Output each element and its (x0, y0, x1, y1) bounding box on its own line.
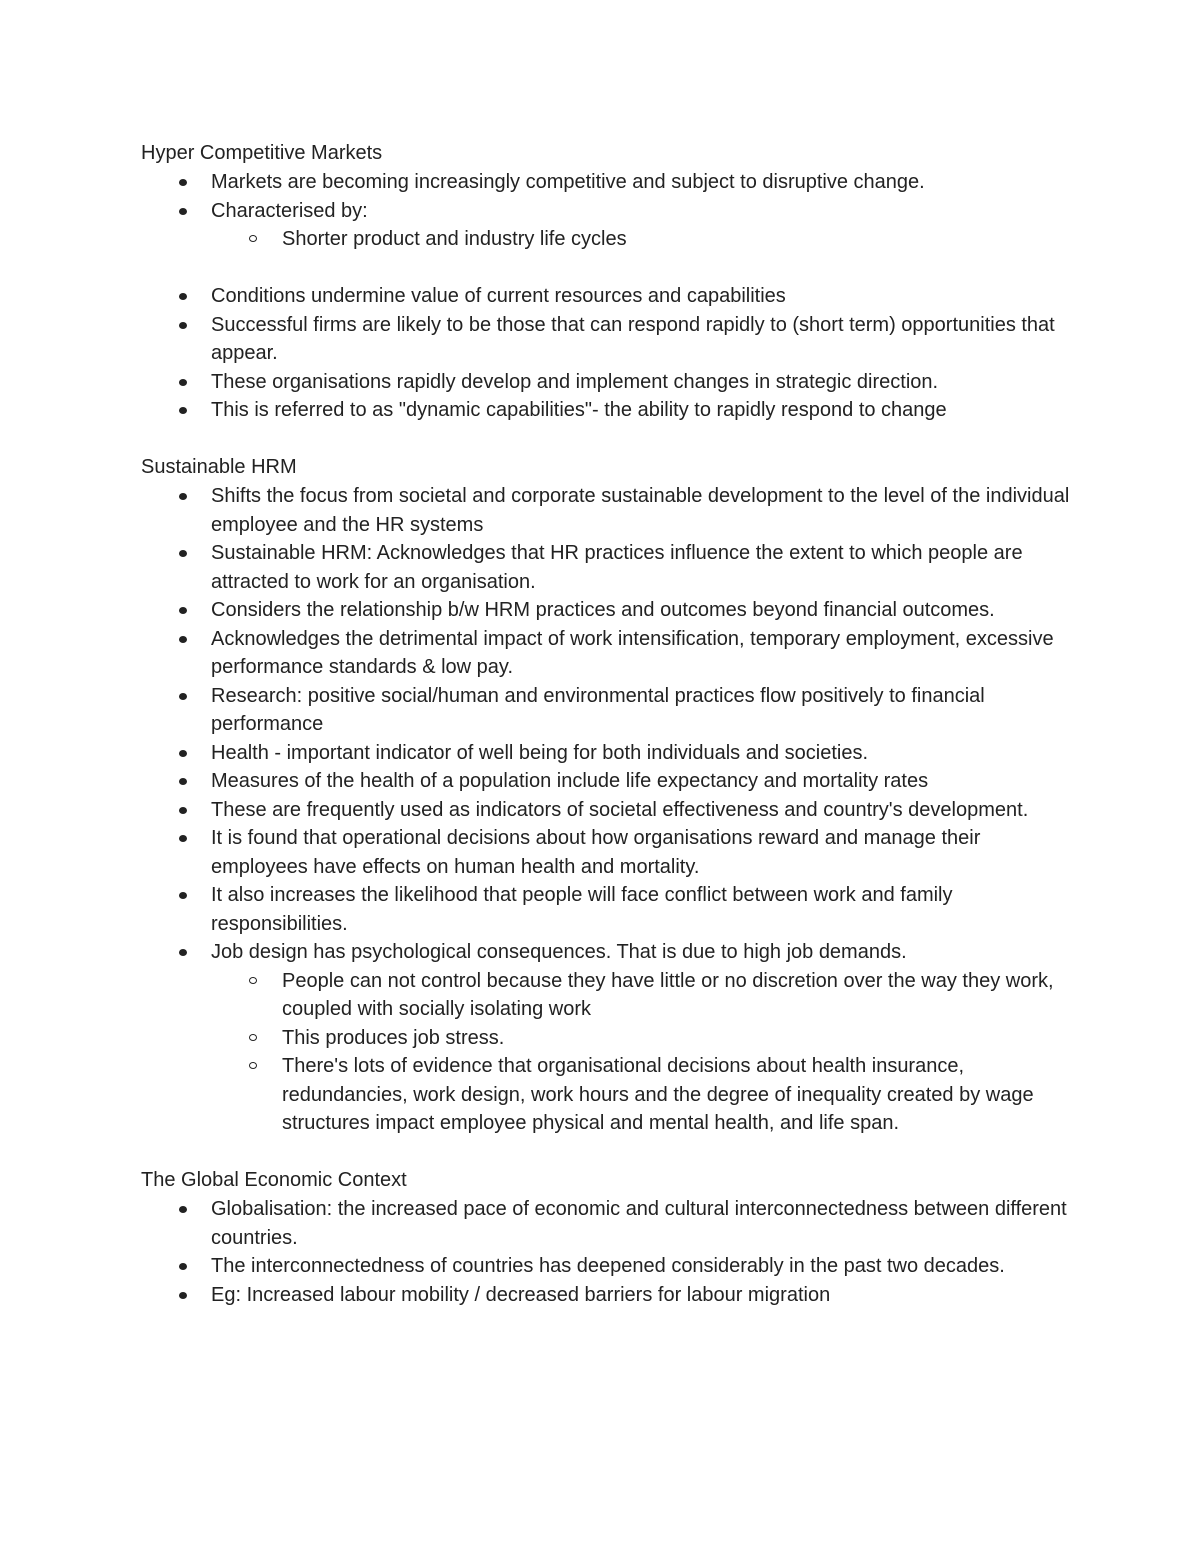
sub-bullet-list (141, 967, 1071, 1138)
list-item-text: Health - important indicator of well being for both individuals and societies. (211, 741, 869, 764)
bullet-disc-icon (179, 322, 187, 329)
bullet-disc-icon (179, 493, 187, 500)
list-item (141, 625, 1071, 682)
bullet-disc-icon (179, 892, 187, 899)
list-item (141, 739, 1071, 768)
bullet-disc-icon (179, 379, 187, 386)
list-item-text: These organisations rapidly develop and implement changes in strategic direction. (211, 370, 939, 393)
list-item (141, 796, 1071, 825)
list-item-text: This is referred to as "dynamic capabilities"- the ability to rapidly respond to change (211, 399, 947, 421)
list-item (141, 482, 1071, 539)
bullet-circle-icon (249, 977, 257, 984)
list-item (141, 1281, 1071, 1310)
section-title-global-economic-context: The Global Economic Context (141, 1169, 407, 1191)
blank-line (141, 425, 1071, 454)
list-item (141, 539, 1071, 596)
list-item (141, 311, 1071, 368)
bullet-circle-icon (249, 1062, 257, 1069)
document-page (141, 139, 1071, 1309)
list-item (141, 282, 1071, 311)
list-item-text: Sustainable HRM: Acknowledges that HR practices influence the extent to which people are attracted to work for an organisation. (211, 542, 1023, 593)
list-item (141, 767, 1071, 796)
list-item-text: Considers the relationship b/w HRM practices and outcomes beyond financial outcomes. (211, 599, 995, 621)
bullet-disc-icon (179, 778, 187, 785)
sub-list-item (141, 1024, 1071, 1053)
bullet-disc-icon (179, 1263, 187, 1270)
list-item (141, 682, 1071, 739)
sub-list-item (141, 1052, 1071, 1138)
list-item (141, 596, 1071, 625)
list-item (141, 1195, 1071, 1252)
bullet-disc-icon (179, 807, 187, 814)
bullet-disc-icon (179, 693, 187, 700)
bullet-list (141, 282, 1071, 425)
section-title-hyper-competitive-markets: Hyper Competitive Markets (141, 142, 383, 164)
bullet-disc-icon (179, 1292, 187, 1299)
list-item-text: Markets are becoming increasingly competitive and subject to disruptive change. (211, 171, 925, 193)
list-item-text: Measures of the health of a population include life expectancy and mortality rates (211, 770, 929, 792)
list-item (141, 168, 1071, 197)
list-item (141, 197, 1071, 226)
sub-bullet-list (141, 225, 1071, 254)
list-item (141, 1252, 1071, 1281)
sub-list-item (141, 225, 1071, 254)
bullet-list (141, 1195, 1071, 1309)
list-item-text: The interconnectedness of countries has deepened considerably in the past two decades. (211, 1255, 1005, 1277)
bullet-disc-icon (179, 407, 187, 414)
section-title-sustainable-hrm: Sustainable HRM (141, 456, 297, 478)
list-item-text: Successful firms are likely to be those that can respond rapidly to (short term) opportunities that appear. (211, 313, 1055, 364)
bullet-disc-icon (179, 949, 187, 956)
list-item (141, 881, 1071, 938)
blank-line (141, 1138, 1071, 1167)
bullet-disc-icon (179, 750, 187, 757)
bullet-circle-icon (249, 235, 257, 242)
bullet-disc-icon (179, 607, 187, 614)
list-item-text: Research: positive social/human and environmental practices flow positively to financial performance (211, 684, 985, 735)
list-item (141, 938, 1071, 967)
bullet-disc-icon (179, 636, 187, 643)
blank-line (141, 254, 1071, 283)
list-item-text: Globalisation: the increased pace of economic and cultural interconnectedness between different countries. (211, 1198, 1067, 1249)
bullet-disc-icon (179, 179, 187, 186)
sub-list-item-text: Shorter product and industry life cycles (282, 228, 627, 250)
bullet-disc-icon (179, 550, 187, 557)
sub-list-item-text: This produces job stress. (282, 1026, 505, 1049)
bullet-disc-icon (179, 293, 187, 300)
sub-list-item-text: People can not control because they have little or no discretion over the way they work, coupled with socially isolating work (282, 969, 1054, 1020)
list-item (141, 368, 1071, 397)
bullet-disc-icon (179, 1206, 187, 1213)
list-item-text: Shifts the focus from societal and corporate sustainable development to the level of the individual employee and the HR systems (211, 485, 1070, 536)
sub-list-item-text: There's lots of evidence that organisational decisions about health insurance, redundancies, work design, work hours and the degree of inequality created by wage structures impact employee physical and mental health, and life span. (282, 1055, 1034, 1134)
list-item-text: Eg: Increased labour mobility / decreased barriers for labour migration (211, 1283, 831, 1306)
bullet-list (141, 482, 1071, 967)
bullet-circle-icon (249, 1034, 257, 1041)
sub-list-item (141, 967, 1071, 1024)
bullet-disc-icon (179, 835, 187, 842)
list-item-text: Characterised by: (211, 199, 368, 222)
list-item (141, 396, 1071, 425)
bullet-list (141, 168, 1071, 225)
list-item-text: Conditions undermine value of current resources and capabilities (211, 285, 786, 307)
bullet-disc-icon (179, 208, 187, 215)
list-item (141, 824, 1071, 881)
list-item-text: It is found that operational decisions about how organisations reward and manage their employees have effects on human health and mortality. (211, 827, 981, 878)
list-item-text: Acknowledges the detrimental impact of work intensification, temporary employment, excessive performance standards & low pay. (211, 627, 1054, 678)
list-item-text: These are frequently used as indicators of societal effectiveness and country's development. (211, 798, 1029, 821)
list-item-text: Job design has psychological consequences. That is due to high job demands. (211, 941, 907, 963)
list-item-text: It also increases the likelihood that people will face conflict between work and family responsibilities. (211, 884, 953, 935)
